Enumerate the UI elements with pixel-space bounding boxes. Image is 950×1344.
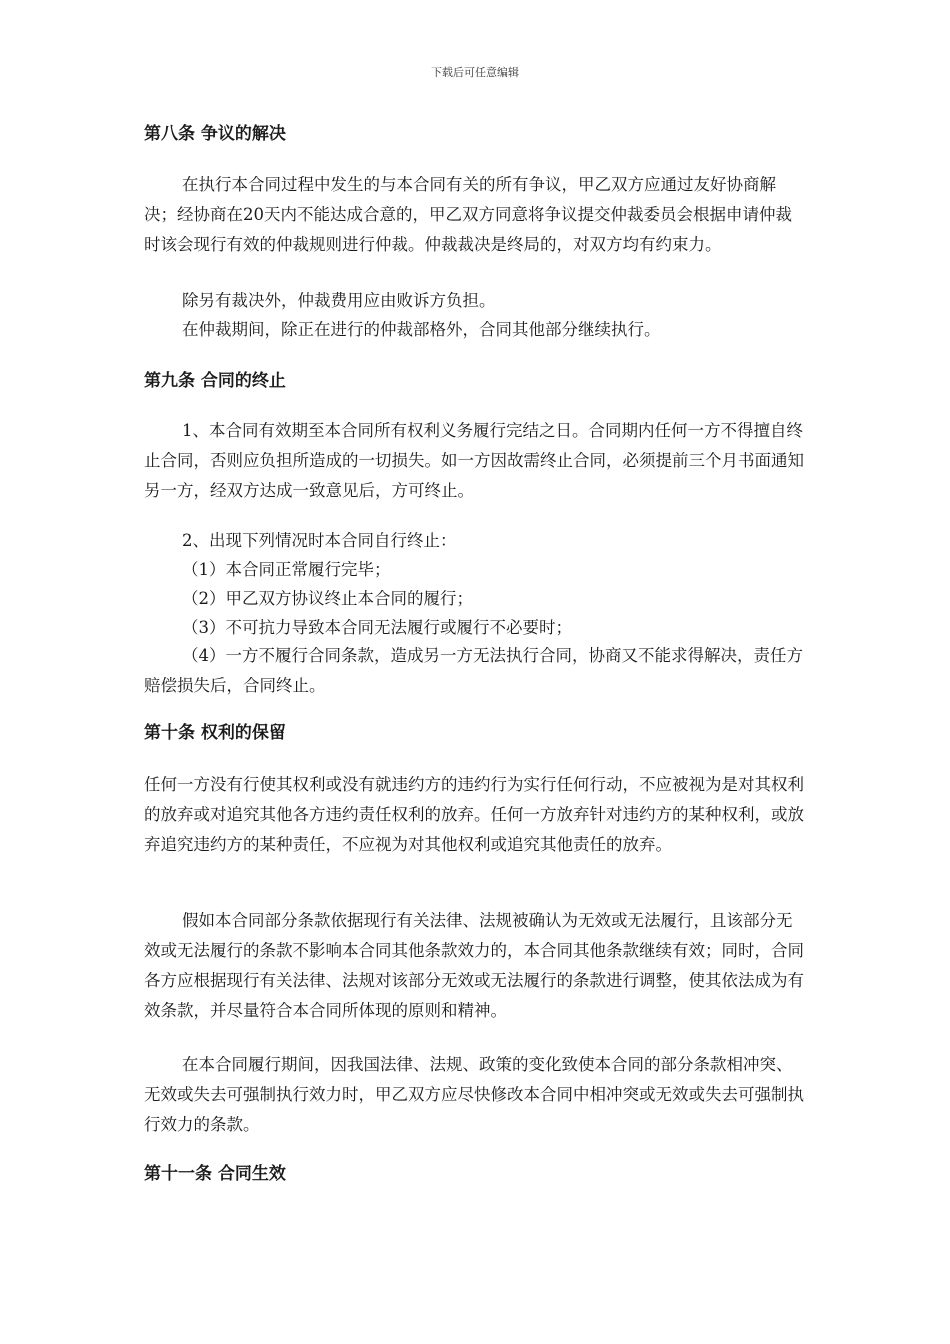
article-9-item-4: （4）一方不履行合同条款，造成另一方无法执行合同，协商又不能求得解决，责任方赔偿损失后，合同终止。 (144, 646, 803, 695)
article-8-paragraph-1: 在执行本合同过程中发生的与本合同有关的所有争议，甲乙双方应通过友好协商解决；经协商在20天内不能达成合意的，甲乙双方同意将争议提交仲裁委员会根据申请仲裁时该会现行有效的仲裁规则进行仲裁。仲裁裁决是终局的，对双方均有约束力。 (144, 175, 792, 254)
article-9-paragraph-1: 1、本合同有效期至本合同所有权利义务履行完结之日。合同期内任何一方不得擅自终止合同，否则应负担所造成的一切损失。如一方因故需终止合同，必须提前三个月书面通知另一方，经双方达成一致意见后，方可终止。 (144, 421, 804, 500)
article-9-item-3: （3）不可抗力导致本合同无法履行或履行不必要时； (182, 618, 572, 637)
article-8-title: 第八条 争议的解决 (144, 124, 286, 144)
header-note: 下载后可任意编辑 (431, 66, 519, 79)
article-10-paragraph-3: 在本合同履行期间，因我国法律、法规、政策的变化致使本合同的部分条款相冲突、无效或失去可强制执行效力时，甲乙双方应尽快修改本合同中相冲突或无效或失去可强制执行效力的条款。 (144, 1055, 804, 1134)
article-10-paragraph-1: 任何一方没有行使其权利或没有就违约方的违约行为实行任何行动，不应被视为是对其权利的放弃或对追究其他各方违约责任权利的放弃。任何一方放弃针对违约方的某种权利，或放弃追究违约方的某种责任，不应视为对其他权利或追究其他责任的放弃。 (144, 775, 804, 854)
article-10-paragraph-2: 假如本合同部分条款依据现行有关法律、法规被确认为无效或无法履行，且该部分无效或无法履行的条款不影响本合同其他条款效力的，本合同其他条款继续有效；同时，合同各方应根据现行有关法律、法规对该部分无效或无法履行的条款进行调整，使其依法成为有效条款，并尽量符合本合同所体现的原则和精神。 (144, 911, 804, 1020)
article-11-title: 第十一条 合同生效 (144, 1164, 286, 1184)
article-8-paragraph-2: 除另有裁决外，仲裁费用应由败诉方负担。 (182, 291, 496, 310)
article-10-title: 第十条 权利的保留 (144, 723, 286, 743)
article-9-item-2: （2）甲乙双方协议终止本合同的履行； (182, 589, 473, 608)
article-9-paragraph-2: 2、出现下列情况时本合同自行终止： (182, 531, 457, 550)
article-9-item-1: （1）本合同正常履行完毕； (182, 560, 391, 579)
article-9-title: 第九条 合同的终止 (144, 371, 286, 391)
article-8-paragraph-3: 在仲裁期间，除正在进行的仲裁部格外，合同其他部分继续执行。 (182, 320, 661, 339)
